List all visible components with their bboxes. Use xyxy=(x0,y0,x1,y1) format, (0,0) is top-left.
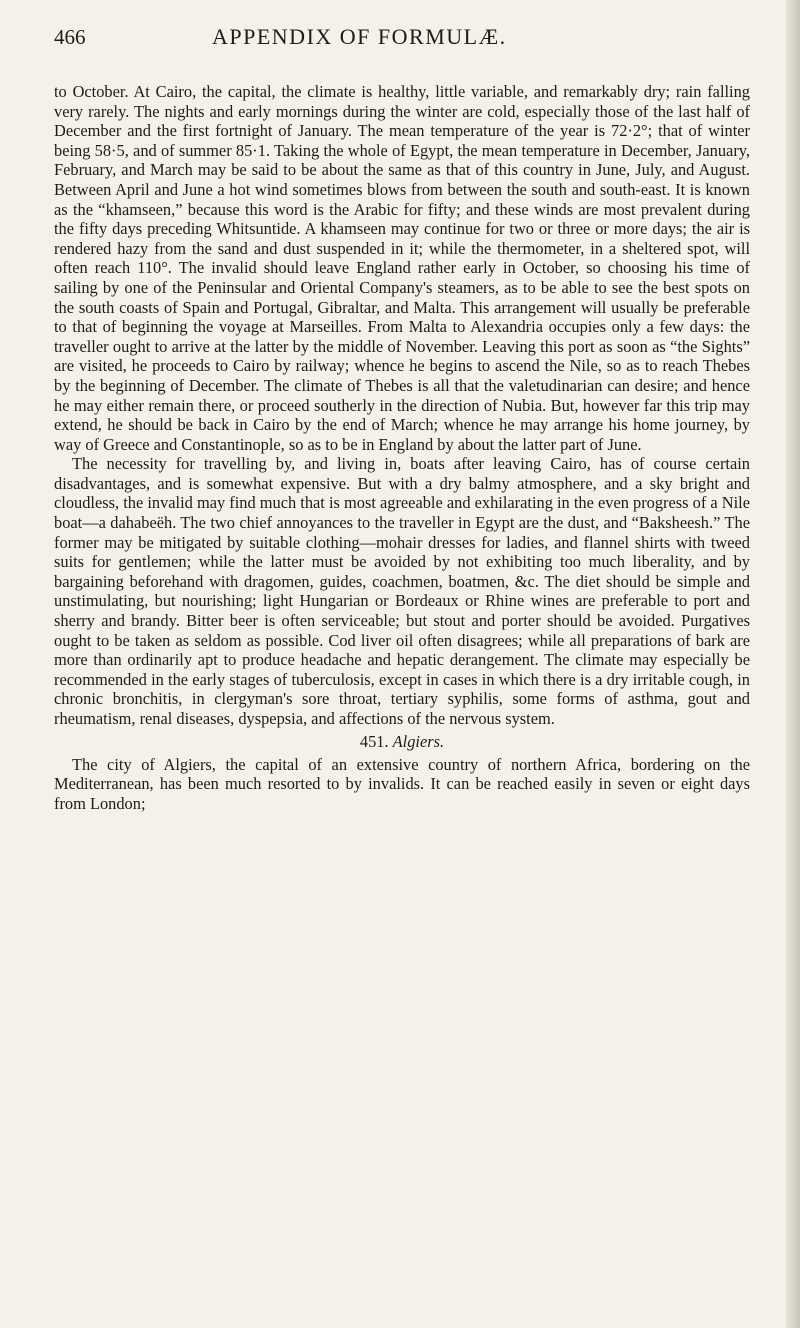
paragraph-nile-travel: The necessity for travelling by, and living in, boats after leaving Cairo, has of course certain disadvantages, and is somewhat expensive. But with a dry balmy atmosphere, and a sky bright and cloudless, the invalid may find much that is most agreeable and exhilarating in the even progress of a Nile boat—a dahabeëh. The two chief annoyances to the traveller in Egypt are the dust, and “Baksheesh.” The former may be mitigated by suitable clothing—mohair dresses for ladies, and flannel shirts with tweed suits for gentlemen; while the latter must be avoided by not exhibiting too much liberality, and by bargaining beforehand with dragomen, guides, coachmen, boatmen, &c. The diet should be simple and unstimulating, but nourishing; light Hungarian or Bordeaux or Rhine wines are preferable to port and sherry and brandy. Bitter beer is often serviceable; but stout and porter should be avoided. Purgatives ought to be taken as seldom as possible. Cod liver oil often disagrees; while all preparations of bark are more than ordinarily apt to produce headache and hepatic derangement. The climate may especially be recommended in the early stages of tuberculosis, except in cases in which there is a dry irritable cough, in chronic bronchitis, in clergyman's sore throat, tertiary syphilis, some forms of asthma, gout and rheumatism, renal diseases, dyspepsia, and affections of the nervous system. xyxy=(54,454,750,728)
section-number: 451. xyxy=(359,731,389,751)
page-edge-shadow xyxy=(786,0,800,1328)
section-heading xyxy=(54,731,750,753)
paragraph-egypt-climate: to October. At Cairo, the capital, the climate is healthy, little variable, and remarkably dry; rain falling very rarely. The nights and early mornings during the winter are cold, especially those of the last half of December and the first fortnight of January. The mean temperature of the year is 72·2°; that of winter being 58·5, and of summer 85·1. Taking the whole of Egypt, the mean temperature in December, January, February, and March may be said to be about the same as that of this country in June, July, and August. Between April and June a hot wind sometimes blows from between the south and south-east. It is known as the “khamseen,” because this word is the Arabic for fifty; and these winds are most prevalent during the fifty days preceding Whitsuntide. A khamseen may continue for two or three or more days; the air is rendered hazy from the sand and dust suspended in it; while the thermometer, in a sheltered spot, will often reach 110°. The invalid should leave England rather early in October, so choosing his time of sailing by one of the Peninsular and Oriental Company's steamers, as to be able to see the best spots on the south coasts of Spain and Portugal, Gibraltar, and Malta. This arrangement will usually be preferable to that of beginning the voyage at Marseilles. From Malta to Alexandria occupies only a few days: the traveller ought to arrive at the latter by the middle of November. Leaving this port as soon as “the Sights” are visited, he proceeds to Cairo by railway; whence he begins to ascend the Nile, so as to reach Thebes by the beginning of December. The climate of Thebes is all that the valetudinarian can desire; and hence he may either remain there, or proceed southerly in the direction of Nubia. But, however far this trip may extend, he should be back in Cairo by the end of March; whence he may arrange his home journey, by way of Greece and Constantinople, so as to be in England by about the latter part of June. xyxy=(54,82,750,454)
page-number: 466 xyxy=(54,25,86,49)
section-paragraph-algiers: The city of Algiers, the capital of an extensive country of northern Africa, bordering on the Mediterranean, has been much resorted to by invalids. It can be reached easily in seven or eight days from London; xyxy=(54,754,750,813)
section-title: Algiers. xyxy=(392,731,445,751)
running-header xyxy=(54,24,750,68)
body-text xyxy=(54,82,750,729)
running-title: APPENDIX OF FORMULÆ. xyxy=(212,24,507,49)
